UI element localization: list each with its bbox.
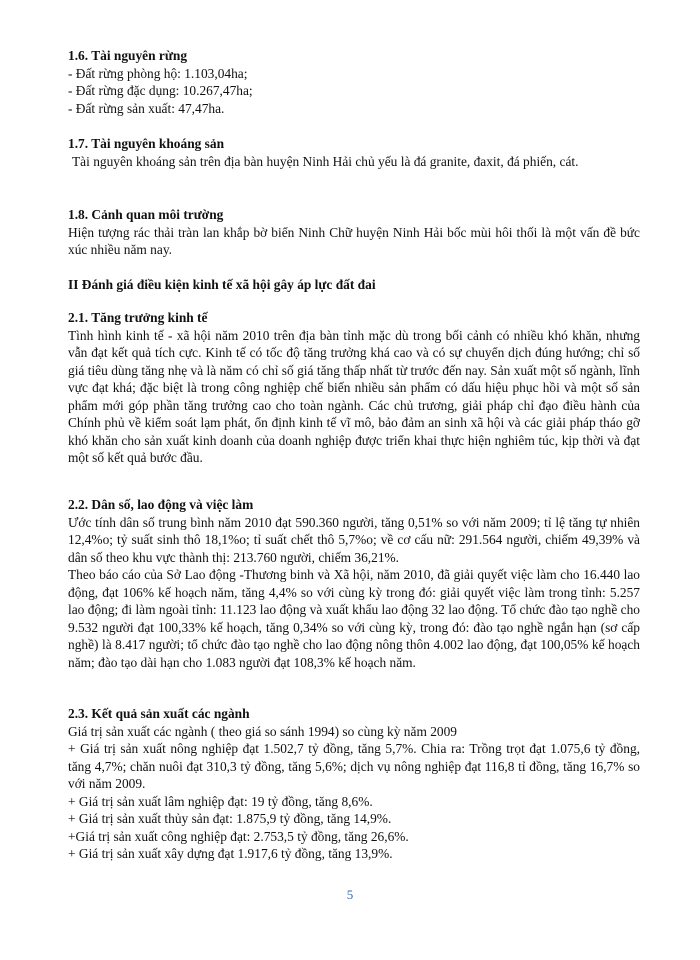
- list-item: - Đất rừng phòng hộ: 1.103,04ha;: [68, 65, 248, 81]
- list-item: - Đất rừng đặc dụng: 10.267,47ha;: [68, 83, 253, 98]
- paragraph: Hiện tượng rác thải tràn lan khắp bờ biển Ninh Chữ huyện Ninh Hải bốc mùi hôi thối là một vấn đề bức xúc nhiều năm nay.: [68, 224, 640, 257]
- paragraph: Theo báo cáo của Sở Lao động -Thương binh và Xã hội, năm 2010, đã giải quyết việc làm cho 16.440 lao động, đạt 106% kế hoạch năm, tăng 4,4% so với cùng kỳ trong đó: giải quyết việc làm trong tỉnh: 5.257 lao động; đi làm ngoài tỉnh: 11.123 lao động và xuất khẩu lao động 32 lao động. Tổ chức đào tạo nghề cho 9.532 người đạt 100,33% kế hoạch, tăng 0,34% so với cùng kỳ, trong đó: đào tạo nghề ngắn hạn (sơ cấp nghề) là 8.417 người; tổ chức đào tạo nghề cho lao động nông thôn 4.002 lao động, đạt 100,05% kế hoạch năm; đào tạo dài hạn cho 1.083 người đạt 108,3% kế hoạch năm.: [68, 567, 640, 670]
- section-production-results: [68, 705, 640, 863]
- list-item: + Giá trị sản xuất thủy sản đạt: 1.875,9 tỷ đồng, tăng 14,9%.: [68, 811, 392, 826]
- section-socioeconomic: [68, 276, 640, 294]
- section-economic-growth: [68, 309, 640, 467]
- section-heading: 2.2. Dân số, lao động và việc làm: [68, 497, 254, 512]
- section-forest-resources: [68, 47, 640, 117]
- section-heading: 2.3. Kết quả sản xuất các ngành: [68, 706, 250, 721]
- section-heading: 1.6. Tài nguyên rừng: [68, 48, 188, 63]
- section-environment: [68, 206, 640, 259]
- paragraph: Giá trị sản xuất các ngành ( theo giá so sánh 1994) so cùng kỳ năm 2009: [68, 723, 457, 739]
- page-number: 5: [346, 887, 354, 902]
- list-item: - Đất rừng sản xuất: 47,47ha.: [68, 100, 225, 116]
- chapter-heading: II Đánh giá điều kiện kinh tế xã hội gây áp lực đất đai: [68, 277, 376, 292]
- section-heading: 1.8. Cảnh quan môi trường: [68, 207, 224, 222]
- paragraph: Tài nguyên khoáng sản trên địa bàn huyện Ninh Hải chủ yếu là đá granite, đaxit, đá phiến, cát.: [72, 153, 579, 169]
- list-item: +Giá trị sản xuất công nghiệp đạt: 2.753,5 tỷ đồng, tăng 26,6%.: [68, 828, 409, 844]
- paragraph: Tình hình kinh tế - xã hội năm 2010 trên địa bàn tỉnh mặc dù trong bối cảnh có nhiều khó khăn, nhưng vẫn đạt kết quả tích cực. Kinh tế có tốc độ tăng trưởng khá cao và có sự chuyển dịch đúng hướng; chỉ số giá tiêu dùng tăng nhẹ và là năm có chỉ số giá tăng thấp nhất từ trước đến nay. Sản xuất một số ngành, lĩnh vực đạt khá; đặc biệt là trong công nghiệp chế biến nhiều sản phẩm có dấu hiệu phục hồi và một số sản phẩm mới góp phần tăng trưởng cao cho toàn ngành. Các chủ trương, giải pháp chỉ đạo điều hành của Chính phủ về kiểm soát lạm phát, ổn định kinh tế vĩ mô, bảo đảm an sinh xã hội và các giải pháp tháo gỡ khó khăn cho sản xuất kinh doanh của doanh nghiệp được triển khai thực hiện nghiêm túc, kịp thời và đạt một số kết quả bước đầu.: [68, 327, 640, 465]
- list-item: + Giá trị sản xuất lâm nghiệp đạt: 19 tỷ đồng, tăng 8,6%.: [68, 793, 373, 809]
- section-heading: 1.7. Tài nguyên khoáng sản: [68, 136, 225, 151]
- list-item: + Giá trị sản xuất xây dựng đạt 1.917,6 tỷ đồng, tăng 13,9%.: [68, 846, 393, 861]
- list-item: + Giá trị sản xuất nông nghiệp đạt 1.502,7 tỷ đồng, tăng 5,7%. Chia ra: Trồng trọt đạt 1.075,6 tỷ đồng, tăng 4,7%; chăn nuôi đạt 310,3 tỷ đồng, tăng 5,6%; dịch vụ nông nghiệp đạt 116,8 tỉ đồng, tăng 16,7% so với năm 2009.: [68, 741, 640, 791]
- section-population-labor: [68, 496, 640, 671]
- paragraph: Ước tính dân số trung bình năm 2010 đạt 590.360 người, tăng 0,51% so với năm 2009; tỉ lệ tăng tự nhiên 12,4%o; tỷ suất sinh thô 18,1%o; tỉ suất chết thô 5,7%o; về cơ cấu nữ: 291.564 người, chiếm 49,39% và dân số theo khu vực thành thị: 213.760 người, chiếm 36,21%.: [68, 514, 640, 565]
- section-mineral-resources: [68, 135, 640, 170]
- section-heading: 2.1. Tăng trưởng kinh tế: [68, 310, 208, 325]
